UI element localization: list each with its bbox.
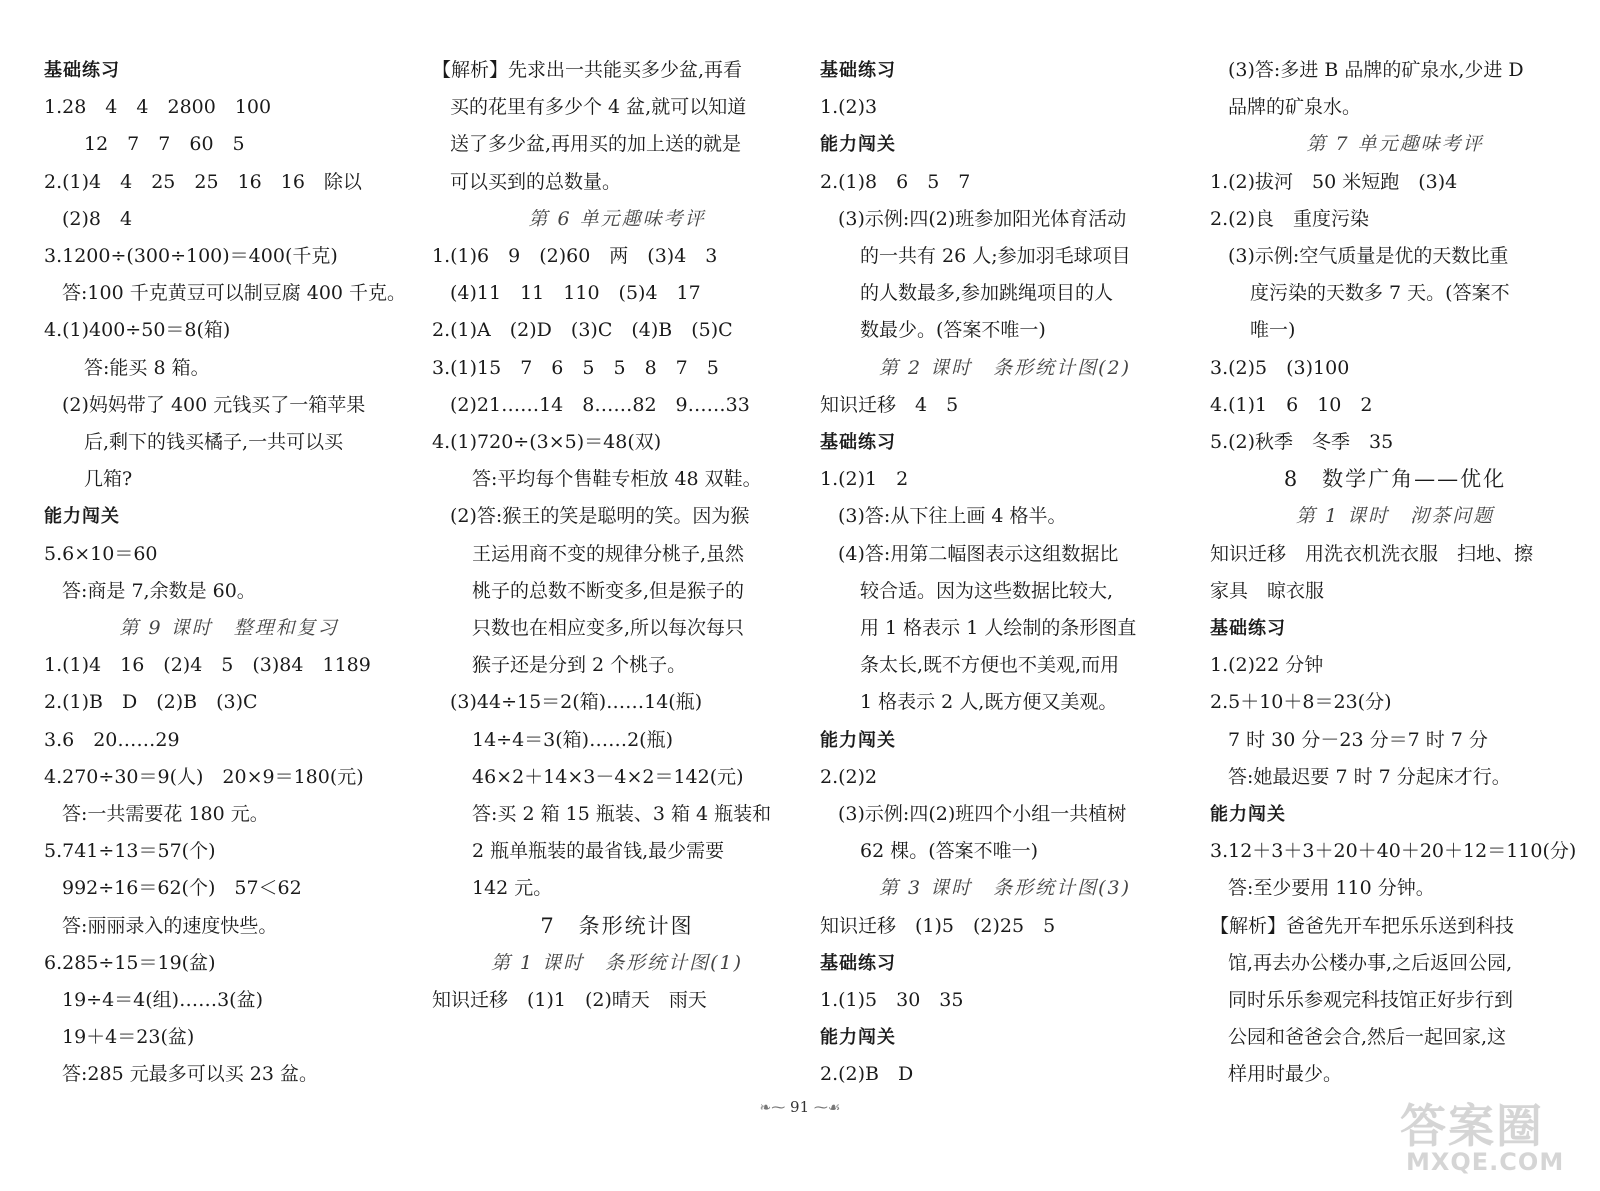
answer-line: 送了多少盆,再用买的加上送的就是: [450, 133, 742, 156]
answer-line: 2.(2)良 重度污染: [1210, 207, 1370, 230]
answer-line: (3)示例:四(2)班四个小组一共植树: [838, 803, 1127, 826]
lesson-title: 第 1 课时 沏茶问题: [1295, 505, 1495, 528]
answer-line: 1.(1)4 16 (2)4 5 (3)84 1189: [44, 654, 371, 677]
answer-line: 知识迁移 4 5: [820, 393, 959, 416]
ornament-left-icon: ❧⁓: [759, 1100, 786, 1116]
section-heading: 能力闯关: [1210, 804, 1286, 826]
answer-line: 几箱?: [84, 468, 133, 491]
answer-line: 62 棵。(答案不唯一): [860, 840, 1039, 863]
answer-line: 1.(2)拔河 50 米短跑 (3)4: [1210, 170, 1458, 193]
section-heading: 基础练习: [820, 432, 896, 454]
answer-line: 1.(1)6 9 (2)60 两 (3)4 3: [432, 245, 718, 268]
answer-column-3: [820, 52, 1190, 1094]
answer-line: 2.(2)2: [820, 765, 878, 788]
answer-line: 答:她最迟要 7 时 7 分起床才行。: [1228, 765, 1511, 788]
watermark-text: 答案圈: [1400, 1099, 1544, 1153]
watermark-logo: [1400, 1090, 1585, 1185]
page-number: 91: [790, 1098, 810, 1116]
answer-line: (2)答:猴王的笑是聪明的笑。因为猴: [450, 505, 750, 528]
answer-line: 3.1200÷(300÷100)＝400(千克): [44, 245, 338, 268]
answer-line: 142 元。: [472, 877, 553, 900]
answer-line: 4.(1)1 6 10 2: [1210, 393, 1373, 416]
answer-line: (3)示例:空气质量是优的天数比重: [1228, 245, 1509, 268]
section-heading: 基础练习: [1210, 618, 1286, 640]
answer-column-4: [1210, 52, 1580, 1094]
answer-line: 【解析】先求出一共能买多少盆,再看: [432, 59, 743, 81]
section-heading: 基础练习: [44, 60, 120, 81]
answer-line: 答:丽丽录入的速度快些。: [62, 914, 278, 937]
answer-line: 2.(1)B D (2)B (3)C: [44, 691, 258, 714]
section-heading: 基础练习: [820, 60, 896, 81]
answer-line: (3)答:多进 B 品牌的矿泉水,少进 D: [1228, 59, 1524, 81]
answer-line: (2)21……14 8……82 9……33: [450, 393, 750, 416]
answer-line: 数最少。(答案不唯一): [860, 319, 1046, 342]
section-heading: 能力闯关: [820, 134, 896, 156]
answer-line: (2)妈妈带了 400 元钱买了一箱苹果: [62, 393, 366, 416]
answer-line: 公园和爸爸会合,然后一起回家,这: [1228, 1026, 1507, 1049]
answer-line: 馆,再去办公楼办事,之后返回公园,: [1228, 951, 1513, 974]
answer-line: 5.6×10＝60: [44, 542, 158, 565]
answer-line: (3)答:从下往上画 4 格半。: [838, 505, 1067, 528]
answer-line: 1.(2)3: [820, 96, 878, 119]
section-heading: 基础练习: [820, 952, 896, 974]
answer-line: 答:285 元最多可以买 23 盆。: [62, 1063, 318, 1086]
watermark-url: MXQE.COM: [1406, 1148, 1565, 1176]
answer-line: 知识迁移 用洗衣机洗衣服 扫地、擦: [1210, 542, 1534, 565]
answer-line: 2 瓶单瓶装的最省钱,最少需要: [472, 840, 725, 863]
answer-line: 答:至少要用 110 分钟。: [1228, 877, 1435, 900]
answer-line: 4.(1)400÷50＝8(箱): [44, 319, 231, 342]
lesson-title: 第 2 课时 条形统计图(2): [878, 356, 1132, 379]
answer-line: 样用时最少。: [1228, 1063, 1343, 1086]
answer-line: (2)8 4: [62, 207, 133, 230]
answer-line: 后,剩下的钱买橘子,一共可以买: [84, 431, 344, 454]
answer-line: 买的花里有多少个 4 盆,就可以知道: [450, 96, 747, 119]
answer-line: 知识迁移 (1)1 (2)晴天 雨天: [432, 989, 707, 1012]
answer-line: 2.(1)A (2)D (3)C (4)B (5)C: [432, 319, 733, 342]
answer-line: 答:100 千克黄豆可以制豆腐 400 千克。: [62, 282, 407, 305]
lesson-title: 第 3 课时 条形统计图(3): [878, 877, 1132, 900]
unit-title: 7 条形统计图: [540, 913, 694, 938]
answer-line: 同时乐乐参观完科技馆正好步行到: [1228, 989, 1514, 1012]
answer-line: 19÷4＝4(组)……3(盆): [62, 989, 264, 1012]
lesson-title: 第 1 课时 条形统计图(1): [490, 951, 744, 974]
answer-line: 12 7 7 60 5: [84, 133, 245, 156]
answer-line: 2.(1)4 4 25 25 16 16 除以: [44, 170, 362, 193]
section-heading: 能力闯关: [820, 1027, 896, 1049]
ornament-right-icon: ⁓☙: [813, 1100, 841, 1116]
page-footer: [740, 1098, 860, 1116]
answer-line: (3)示例:四(2)班参加阳光体育活动: [838, 207, 1127, 230]
answer-line: 3.12＋3＋3＋20＋40＋20＋12＝110(分): [1210, 840, 1577, 863]
answer-line: 1.28 4 4 2800 100: [44, 96, 272, 119]
answer-column-1: [44, 52, 414, 1094]
answer-line: (4)11 11 110 (5)4 17: [450, 282, 701, 305]
answer-line: 度污染的天数多 7 天。(答案不: [1250, 282, 1510, 305]
answer-line: 2.(2)B D: [820, 1063, 914, 1086]
answer-line: 答:平均每个售鞋专柜放 48 双鞋。: [472, 468, 762, 491]
answer-line: 用 1 格表示 1 人绘制的条形图直: [860, 617, 1137, 640]
answer-line: 答:买 2 箱 15 瓶装、3 箱 4 瓶装和: [472, 803, 772, 826]
answer-line: 1.(2)22 分钟: [1210, 654, 1324, 677]
lesson-title: 第 7 单元趣味考评: [1306, 133, 1484, 156]
answer-line: (3)44÷15＝2(箱)……14(瓶): [450, 691, 703, 714]
answer-line: 较合适。因为这些数据比较大,: [860, 579, 1114, 602]
lesson-title: 第 6 单元趣味考评: [528, 207, 706, 230]
answer-line: 唯一): [1250, 319, 1296, 342]
answer-line: 992÷16＝62(个) 57＜62: [62, 877, 302, 900]
answer-line: 3.(2)5 (3)100: [1210, 356, 1350, 379]
answer-line: 猴子还是分到 2 个桃子。: [472, 654, 687, 677]
answer-line: 4.(1)720÷(3×5)＝48(双): [432, 431, 662, 454]
answer-line: 1.(2)1 2: [820, 468, 909, 491]
answer-line: 只数也在相应变多,所以每次每只: [472, 617, 745, 640]
answer-line: 家具 晾衣服: [1210, 579, 1325, 602]
answer-line: 1 格表示 2 人,既方便又美观。: [860, 691, 1118, 714]
answer-line: 2.5＋10＋8＝23(分): [1210, 691, 1392, 714]
answer-line: 46×2＋14×3－4×2＝142(元): [472, 765, 744, 788]
lesson-title: 第 9 课时 整理和复习: [119, 617, 339, 640]
answer-line: 的一共有 26 人;参加羽毛球项目: [860, 245, 1131, 268]
section-heading: 能力闯关: [820, 729, 896, 751]
answer-line: 答:能买 8 箱。: [84, 356, 210, 379]
answer-line: 【解析】爸爸先开车把乐乐送到科技: [1210, 914, 1515, 937]
answer-line: 答:商是 7,余数是 60。: [62, 579, 256, 602]
answer-line: 19＋4＝23(盆): [62, 1026, 195, 1049]
section-heading: 能力闯关: [44, 506, 120, 528]
answer-line: (4)答:用第二幅图表示这组数据比: [838, 542, 1119, 565]
answer-line: 王运用商不变的规律分桃子,虽然: [472, 542, 745, 565]
answer-line: 1.(1)5 30 35: [820, 989, 964, 1012]
answer-line: 桃子的总数不断变多,但是猴子的: [472, 579, 745, 602]
answer-column-2: [432, 52, 802, 1019]
answer-line: 知识迁移 (1)5 (2)25 5: [820, 914, 1056, 937]
answer-line: 答:一共需要花 180 元。: [62, 803, 269, 826]
answer-line: 3.6 20……29: [44, 728, 180, 751]
answer-line: 4.270÷30＝9(人) 20×9＝180(元): [44, 765, 364, 788]
answer-line: 14÷4＝3(箱)……2(瓶): [472, 728, 674, 751]
answer-line: 5.(2)秋季 冬季 35: [1210, 431, 1394, 454]
answer-line: 7 时 30 分－23 分＝7 时 7 分: [1228, 728, 1488, 751]
answer-line: 品牌的矿泉水。: [1228, 96, 1362, 119]
answer-line: 的人数最多,参加跳绳项目的人: [860, 282, 1114, 305]
answer-line: 2.(1)8 6 5 7: [820, 170, 971, 193]
answer-line: 条太长,既不方便也不美观,而用: [860, 654, 1120, 677]
unit-title: 8 数学广角——优化: [1283, 467, 1507, 492]
answer-line: 3.(1)15 7 6 5 5 8 7 5: [432, 356, 719, 379]
answer-line: 5.741÷13＝57(个): [44, 840, 216, 863]
answer-line: 可以买到的总数量。: [450, 170, 622, 193]
answer-line: 6.285÷15＝19(盆): [44, 951, 216, 974]
